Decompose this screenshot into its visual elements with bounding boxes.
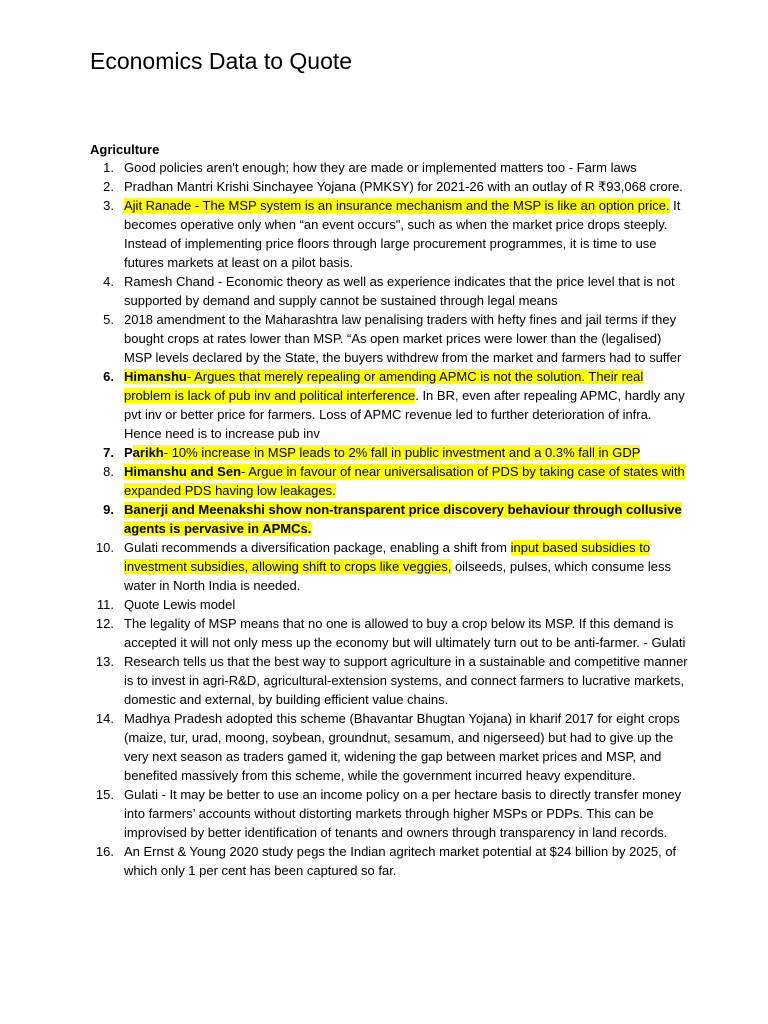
- list-item-number: 12.: [95, 616, 114, 631]
- highlighted-text: - Argue in favour of near universalisation of PDS by taking case of states with expanded PDS having low leakages.: [124, 464, 685, 498]
- highlighted-text: Himanshu and Sen: [124, 464, 242, 479]
- highlighted-text: Ajit Ranade - The MSP system is an insurance mechanism and the MSP is like an option price.: [124, 198, 670, 213]
- list-item-text: Pradhan Mantri Krishi Sinchayee Yojana (PMKSY) for 2021-26 with an outlay of R ₹93,068 crore.: [124, 179, 683, 194]
- list-item-text: Ramesh Chand - Economic theory as well as experience indicates that the price level that is not supported by demand and supply cannot be sustained through legal means: [124, 274, 675, 308]
- list-item: [90, 196, 690, 272]
- list-item: [90, 709, 690, 785]
- highlighted-text: Himanshu: [124, 369, 187, 384]
- list-item-text: An Ernst & Young 2020 study pegs the Indian agritech market potential at $24 billion by 2025, of which only 1 per cent has been captured so far.: [124, 844, 677, 878]
- list-item: [90, 614, 690, 652]
- list-item: [90, 177, 690, 196]
- list-item: [90, 652, 690, 709]
- list-item-number: 16.: [95, 844, 114, 859]
- list-item-text: oilseeds, pulses, which consume less water in North India is needed.: [124, 559, 671, 593]
- list-item-number: 9.: [103, 502, 114, 517]
- list-item-number: 2.: [103, 179, 114, 194]
- list-item: [90, 500, 690, 538]
- list-item: [90, 367, 690, 443]
- list-item-number: 1.: [103, 160, 114, 175]
- list-item-text: Good policies aren't enough; how they are made or implemented matters too - Farm laws: [124, 160, 637, 175]
- list-item-number: 15.: [95, 787, 114, 802]
- list-item: [90, 272, 690, 310]
- list-item-text: Quote Lewis model: [124, 597, 236, 612]
- list-item: [90, 785, 690, 842]
- highlighted-text: arikh: [132, 445, 164, 460]
- section-heading: Agriculture: [90, 142, 160, 157]
- list-item-text: P: [124, 445, 133, 460]
- document-title: Economics Data to Quote: [90, 48, 353, 74]
- list-item-number: 3.: [103, 198, 114, 213]
- list-item-number: 7.: [103, 445, 114, 460]
- list-item-number: 10.: [95, 540, 114, 555]
- list-item: [90, 842, 690, 880]
- list-item-number: 13.: [95, 654, 114, 669]
- list-item-text: It becomes operative only when “an event occurs", such as when the market price drops steeply. Instead of implementing price floors through large procurement programmes, it is time to use futures markets at least on a pilot basis.: [124, 198, 681, 270]
- list-item-number: 4.: [103, 274, 114, 289]
- list-item: [90, 462, 690, 500]
- list-item-text: . In BR, even after repealing APMC, hardly any pvt inv or better price for farmers. Loss of APMC revenue led to further deterioration of infra. Hence need is to increase pub inv: [124, 388, 685, 441]
- list-item: [90, 158, 690, 177]
- highlighted-text: Banerji and Meenakshi show non-transparent price discovery behaviour through collusive agents is pervasive in APMCs.: [124, 502, 682, 536]
- list-item-number: 11.: [96, 597, 114, 612]
- list-item: [90, 310, 690, 367]
- list-item-text: Gulati - It may be better to use an income policy on a per hectare basis to directly transfer money into farmers’ accounts without distorting markets through higher MSPs or PDPs. This can be improvised by better identification of tenants and owners through transparency in land records.: [124, 787, 682, 840]
- highlighted-text: input based subsidies to investment subsidies, allowing shift to crops like veggies,: [124, 540, 651, 574]
- list-item: [90, 443, 690, 462]
- highlighted-text: - 10% increase in MSP leads to 2% fall in public investment and a 0.3% fall in GDP: [163, 445, 641, 460]
- numbered-list: [90, 158, 690, 880]
- list-item-number: 5.: [103, 312, 114, 327]
- list-item-text: 2018 amendment to the Maharashtra law penalising traders with hefty fines and jail terms if they bought crops at rates lower than MSP. “As open market prices were lower than the (legalised) MSP levels declared by the State, the buyers withdrew from the market and farmers had to suffer: [124, 312, 682, 365]
- list-item-number: 14.: [95, 711, 114, 726]
- list-item-text: Madhya Pradesh adopted this scheme (Bhavantar Bhugtan Yojana) in kharif 2017 for eight crops (maize, tur, urad, moong, soybean, groundnut, sesamum, and nigerseed) but had to give up the very next season as traders gamed it, widening the gap between market prices and MSP, and benefited massively from this scheme, while the government incurred heavy expenditure.: [124, 711, 680, 783]
- list-item: [90, 595, 690, 614]
- highlighted-text: - Argues that merely repealing or amending APMC is not the solution. Their real problem is lack of pub inv and political interference: [124, 369, 644, 403]
- list-item-number: 8.: [103, 464, 114, 479]
- list-item-text: Research tells us that the best way to support agriculture in a sustainable and competitive manner is to invest in agri-R&D, agricultural-extension systems, and connect farmers to lucrative markets, domestic and external, by building efficient value chains.: [124, 654, 688, 707]
- list-item-text: The legality of MSP means that no one is allowed to buy a crop below its MSP. If this demand is accepted it will not only mess up the economy but will ultimately turn out to be anti-farmer. - Gulati: [124, 616, 686, 650]
- list-item-number: 6.: [103, 369, 114, 384]
- list-item: [90, 538, 690, 595]
- list-item-text: Gulati recommends a diversification package, enabling a shift from: [124, 540, 511, 555]
